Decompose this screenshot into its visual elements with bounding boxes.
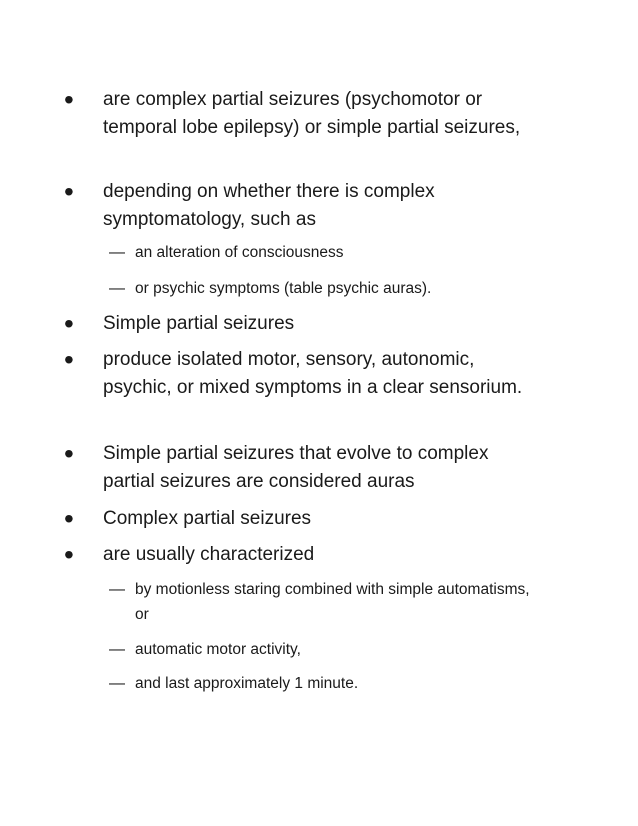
bullet-icon: • — [64, 503, 74, 534]
bullet-text: Simple partial seizures — [103, 313, 295, 334]
bullet-text: Complex partial seizures — [103, 508, 312, 529]
sub-item-text: by motionless staring combined with simple automatisms, or — [135, 581, 530, 623]
dash-icon: — — [109, 675, 125, 692]
sub-item-text: an alteration of consciousness — [135, 244, 344, 261]
sub-item-text: or psychic symptoms (table psychic auras). — [135, 280, 432, 297]
bullet-text: produce isolated motor, sensory, autonomic, psychic, or mixed symptoms in a clear sensorium. — [103, 349, 523, 398]
dash-icon: — — [109, 641, 125, 658]
dash-icon: — — [109, 280, 125, 297]
sub-item-text: and last approximately 1 minute. — [135, 675, 359, 692]
bullet-text: Simple partial seizures that evolve to complex partial seizures are considered auras — [103, 443, 489, 492]
bullet-text: are complex partial seizures (psychomotor or temporal lobe epilepsy) or simple partial seizures, — [103, 89, 521, 138]
bullet-icon: • — [64, 438, 74, 469]
bullet-icon: • — [64, 176, 74, 207]
dash-icon: — — [109, 244, 125, 261]
bullet-icon: • — [64, 539, 74, 570]
dash-icon: — — [109, 581, 125, 598]
bullet-text: are usually characterized — [103, 544, 315, 565]
sub-item-text: automatic motor activity, — [135, 641, 301, 658]
bullet-icon: • — [64, 308, 74, 339]
bullet-icon: • — [64, 84, 74, 115]
bullet-text: depending on whether there is complex symptomatology, such as — [103, 181, 435, 230]
bullet-icon: • — [64, 344, 74, 375]
